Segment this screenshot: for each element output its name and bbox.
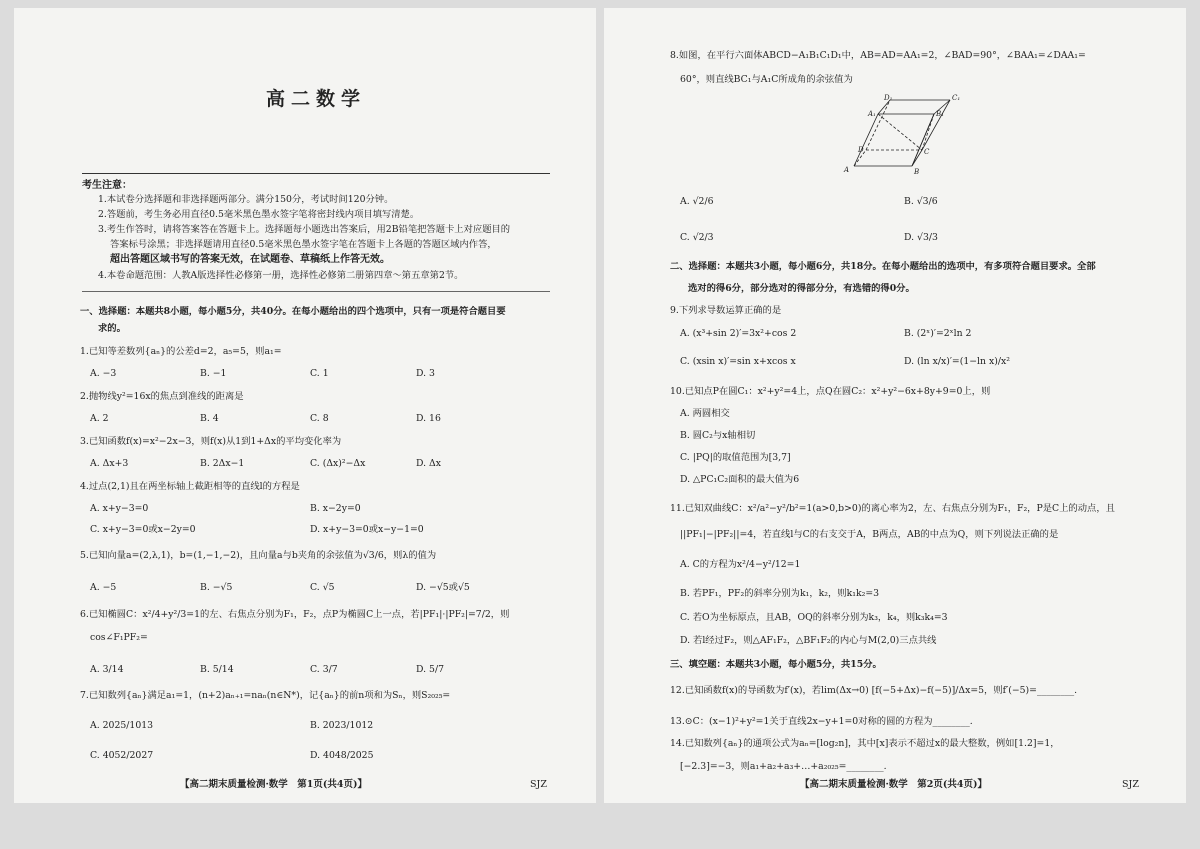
q6-option-d: D. 5/7 <box>416 664 444 675</box>
q8-option-a: A. √2/6 <box>680 196 714 207</box>
question-5: 5.已知向量a=(2,λ,1)，b=(1,−1,−2)，且向量a与b夹角的余弦值为√3/6，则λ的值为 <box>80 550 437 561</box>
q1-option-b: B. −1 <box>200 368 227 379</box>
q9-option-b: B. (2ˣ)′=2ˣln 2 <box>904 328 972 339</box>
question-2: 2.抛物线y²=16x的焦点到准线的距离是 <box>80 391 244 402</box>
notice-2: 2.答题前，考生务必用直径0.5毫米黑色墨水签字笔将密封线内项目填写清楚。 <box>98 209 420 220</box>
q9-option-d: D. (ln x/x)′=(1−ln x)/x² <box>904 356 1010 367</box>
q1-option-a: A. −3 <box>90 368 117 379</box>
section-2-heading: 二、选择题：本题共3小题，每小题6分，共18分。在每小题给出的选项中，有多项符合题目要求。全部 <box>670 261 1096 272</box>
q11-option-d: D. 若l经过F₂，则△AF₁F₂，△BF₁F₂的内心与M(2,0)三点共线 <box>680 635 937 646</box>
notice-1: 1.本试卷分选择题和非选择题两部分。满分150分，考试时间120分钟。 <box>98 194 394 205</box>
question-13: 13.⊙C：(x−1)²+y²=1关于直线2x−y+1=0对称的圆的方程为________. <box>670 716 973 727</box>
q10-option-c: C. |PQ|的取值范围为[3,7] <box>680 452 791 463</box>
question-6: 6.已知椭圆C：x²/4+y²/3=1的左、右焦点分别为F₁，F₂，点P为椭圆C上一点，若|PF₁|·|PF₂|=7/2，则 <box>80 609 510 620</box>
question-14-cont: [−2.3]=−3，则a₁+a₂+a₃+…+a₂₀₂₅=________. <box>680 761 887 772</box>
q3-option-a: A. Δx+3 <box>90 458 129 469</box>
q4-option-a: A. x+y−3=0 <box>90 503 149 514</box>
q3-option-b: B. 2Δx−1 <box>200 458 245 469</box>
q8-option-c: C. √2/3 <box>680 232 714 243</box>
page-1-code: SJZ <box>530 779 547 790</box>
notice-3-cont: 答案标号涂黑；非选择题请用直径0.5毫米黑色墨水签字笔在答题卡上各题的答题区域内作答， <box>110 239 497 250</box>
q7-option-b: B. 2023/1012 <box>310 720 374 731</box>
question-7: 7.已知数列{aₙ}满足a₁=1，(n+2)aₙ₊₁=naₙ(n∈N*)，记{aₙ}的前n项和为Sₙ，则S₂₀₂₅= <box>80 690 451 701</box>
section-2-heading-cont: 选对的得6分，部分选对的得部分分，有选错的得0分。 <box>688 283 915 294</box>
notice-3-warning: 超出答题区域书写的答案无效，在试题卷、草稿纸上作答无效。 <box>110 254 390 265</box>
q5-option-a: A. −5 <box>90 582 117 593</box>
q10-option-d: D. △PC₁C₂面积的最大值为6 <box>680 474 800 485</box>
label-b: B <box>914 168 920 176</box>
question-8-cont: 60°，则直线BC₁与A₁C所成角的余弦值为 <box>680 74 853 85</box>
q6-option-b: B. 5/14 <box>200 664 234 675</box>
label-d: D <box>858 146 864 154</box>
section-3-heading: 三、填空题：本题共3小题，每小题5分，共15分。 <box>670 659 882 670</box>
q3-option-c: C. (Δx)²−Δx <box>310 458 366 469</box>
question-6-cont: cos∠F₁PF₂= <box>90 632 148 643</box>
q2-option-b: B. 4 <box>200 413 219 424</box>
question-14: 14.已知数列{aₙ}的通项公式为aₙ=[log₂n]，其中[x]表示不超过x的最大整数，例如[1.2]=1， <box>670 738 1060 749</box>
question-11-cont: ||PF₁|−|PF₂||=4，若直线l与C的右支交于A，B两点，AB的中点为Q，则下列说法正确的是 <box>680 529 1059 540</box>
page-2-code: SJZ <box>1122 779 1139 790</box>
notice-3: 3.考生作答时，请将答案答在答题卡上。选择题每小题选出答案后，用2B铅笔把答题卡上对应题目的 <box>98 224 511 235</box>
page-1 <box>14 8 596 803</box>
q4-option-b: B. x−2y=0 <box>310 503 361 514</box>
page-1-footer: 【高二期末质量检测·数学 第1页(共4页)】 <box>180 779 368 790</box>
q1-option-c: C. 1 <box>310 368 329 379</box>
parallelepiped-figure <box>842 94 982 176</box>
q2-option-d: D. 16 <box>416 413 441 424</box>
q2-option-a: A. 2 <box>90 413 109 424</box>
notice-heading: 考生注意： <box>82 180 132 191</box>
notice-4: 4.本卷命题范围：人教A版选择性必修第一册，选择性必修第二册第四章～第五章第2节。 <box>98 270 464 281</box>
question-8: 8.如图，在平行六面体ABCD−A₁B₁C₁D₁中，AB=AD=AA₁=2，∠BAD=90°，∠BAA₁=∠DAA₁= <box>670 50 1086 61</box>
label-c1: C₁ <box>952 94 961 102</box>
label-d1: D₁ <box>884 94 893 102</box>
q1-option-d: D. 3 <box>416 368 435 379</box>
question-11: 11.已知双曲线C：x²/a²−y²/b²=1(a>0,b>0)的离心率为2，左、右焦点分别为F₁，F₂，P是C上的动点，且 <box>670 503 1115 514</box>
section-1-heading-cont: 求的。 <box>98 323 126 334</box>
q5-option-c: C. √5 <box>310 582 335 593</box>
q5-option-d: D. −√5或√5 <box>416 582 470 593</box>
q7-option-c: C. 4052/2027 <box>90 750 154 761</box>
title-divider <box>82 173 550 174</box>
q6-option-a: A. 3/14 <box>90 664 124 675</box>
page-2-footer: 【高二期末质量检测·数学 第2页(共4页)】 <box>800 779 988 790</box>
question-9: 9.下列求导数运算正确的是 <box>670 305 782 316</box>
q2-option-c: C. 8 <box>310 413 329 424</box>
question-3: 3.已知函数f(x)=x²−2x−3，则f(x)从1到1+Δx的平均变化率为 <box>80 436 342 447</box>
label-a: A <box>844 166 850 174</box>
q9-option-c: C. (xsin x)′=sin x+xcos x <box>680 356 796 367</box>
q7-option-a: A. 2025/1013 <box>90 720 154 731</box>
page-title: 高二数学 <box>266 88 367 110</box>
q8-option-b: B. √3/6 <box>904 196 938 207</box>
q10-option-b: B. 圆C₂与x轴相切 <box>680 430 756 441</box>
q9-option-a: A. (x³+sin 2)′=3x²+cos 2 <box>680 328 797 339</box>
question-1: 1.已知等差数列{aₙ}的公差d=2，a₅=5，则a₁= <box>80 346 282 357</box>
q10-option-a: A. 两圆相交 <box>680 408 730 419</box>
notice-divider <box>82 291 550 292</box>
q11-option-a: A. C的方程为x²/4−y²/12=1 <box>680 559 801 570</box>
label-c: C <box>924 148 930 156</box>
section-1-heading: 一、选择题：本题共8小题，每小题5分，共40分。在每小题给出的四个选项中，只有一项是符合题目要 <box>80 306 506 317</box>
page-2 <box>604 8 1186 803</box>
q11-option-c: C. 若O为坐标原点，且AB，OQ的斜率分别为k₃，k₄，则k₃k₄=3 <box>680 612 948 623</box>
q3-option-d: D. Δx <box>416 458 441 469</box>
label-b1: B₁ <box>936 110 944 118</box>
q5-option-b: B. −√5 <box>200 582 233 593</box>
question-12: 12.已知函数f(x)的导函数为f′(x)，若lim(Δx→0) [f(−5+Δx)−f(−5)]/Δx=5，则f′(−5)=________. <box>670 685 1078 696</box>
q11-option-b: B. 若PF₁，PF₂的斜率分别为k₁，k₂，则k₁k₂=3 <box>680 588 880 599</box>
q8-option-d: D. √3/3 <box>904 232 938 243</box>
question-10: 10.已知点P在圆C₁：x²+y²=4上，点Q在圆C₂：x²+y²−6x+8y+9=0上，则 <box>670 386 991 397</box>
q4-option-c: C. x+y−3=0或x−2y=0 <box>90 524 196 535</box>
q6-option-c: C. 3/7 <box>310 664 338 675</box>
label-a1: A₁ <box>868 110 876 118</box>
q4-option-d: D. x+y−3=0或x−y−1=0 <box>310 524 424 535</box>
q7-option-d: D. 4048/2025 <box>310 750 374 761</box>
question-4: 4.过点(2,1)且在两坐标轴上截距相等的直线l的方程是 <box>80 481 300 492</box>
